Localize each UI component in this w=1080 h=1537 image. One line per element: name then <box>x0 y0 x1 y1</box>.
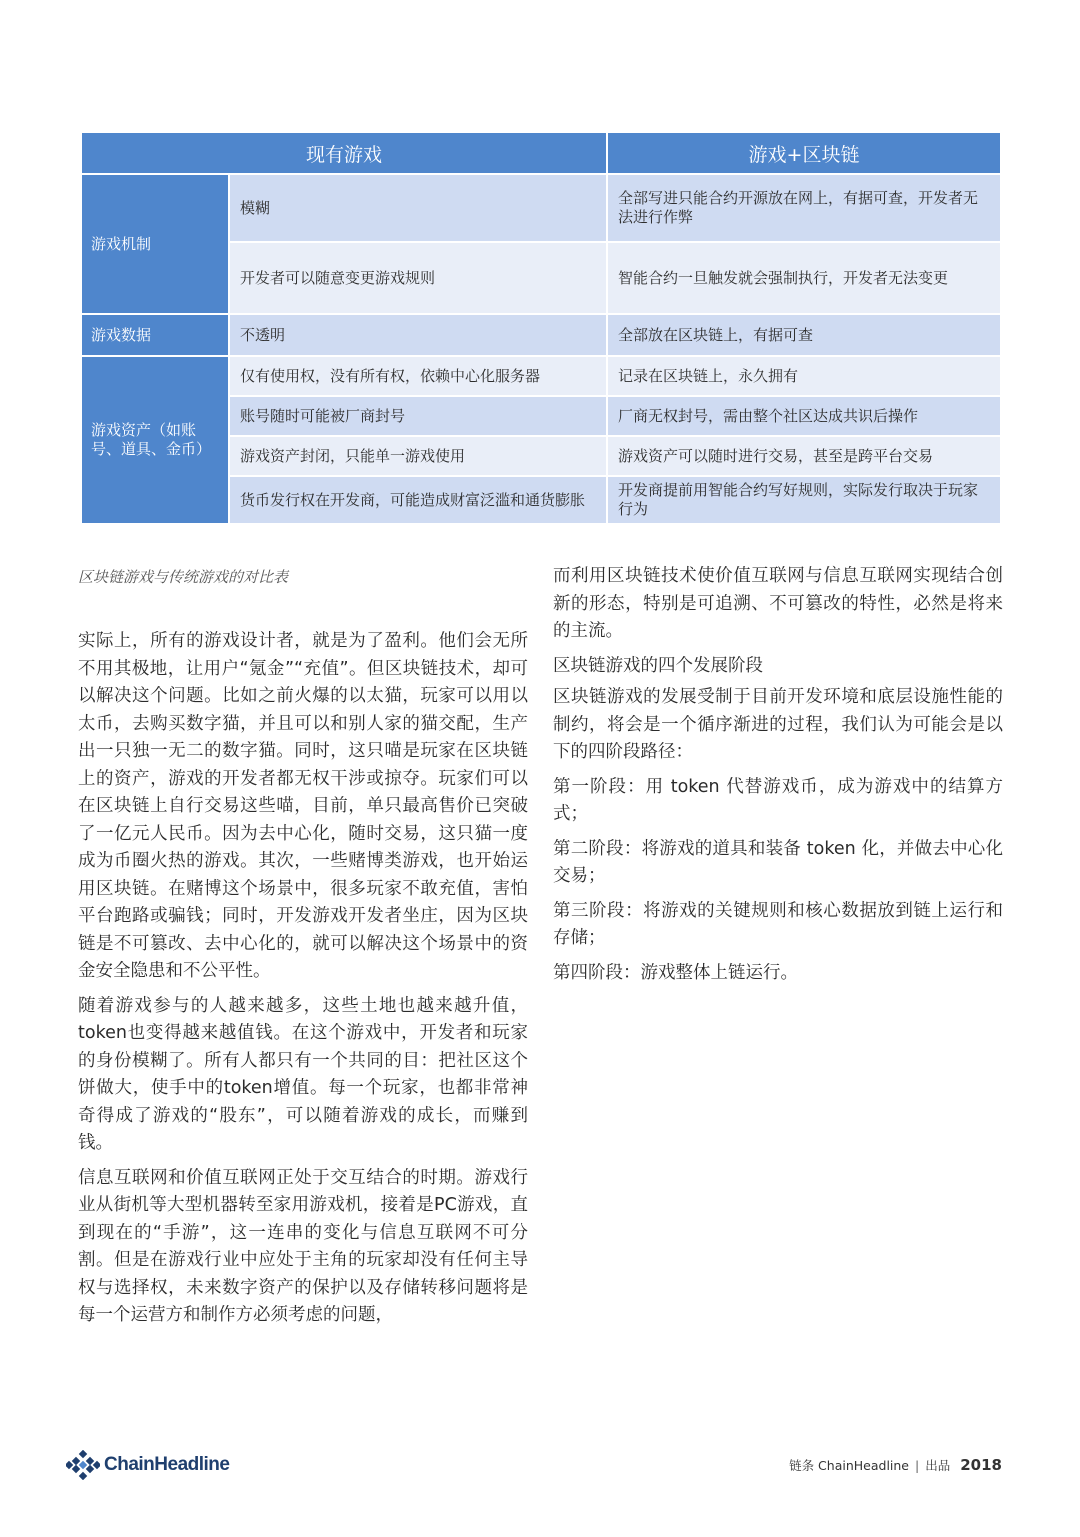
category-data: 游戏数据 <box>82 315 228 355</box>
table-caption: 区块链游戏与传统游戏的对比表 <box>78 568 289 586</box>
table-row <box>82 357 1000 395</box>
stage-item: 第二阶段：将游戏的道具和装备 token 化，并做去中心化交易； <box>553 838 1003 886</box>
footer-credit <box>789 1456 1002 1474</box>
stage-item: 第一阶段：用 token 代替游戏币，成为游戏中的结算方式； <box>553 776 1003 824</box>
stage-item: 第三阶段：将游戏的关键规则和核心数据放到链上运行和存储； <box>553 900 1003 948</box>
footer-separator: | <box>915 1457 920 1473</box>
diamond-logo-icon <box>66 1450 100 1480</box>
cell-current: 游戏资产封闭，只能单一游戏使用 <box>230 437 606 475</box>
cell-current: 开发者可以随意变更游戏规则 <box>230 243 606 313</box>
category-assets: 游戏资产（如账号、道具、金币） <box>82 357 228 523</box>
cell-blockchain: 厂商无权封号，需由整个社区达成共识后操作 <box>608 397 1000 435</box>
cell-current: 模糊 <box>230 175 606 241</box>
logo-text: ChainHeadline <box>104 1454 230 1475</box>
paragraph: 而利用区块链技术使价值互联网与信息互联网实现结合创新的形态，特别是可追溯、不可篡改的特性，必然是将来的主流。 <box>553 566 1003 641</box>
cell-blockchain: 游戏资产可以随时进行交易，甚至是跨平台交易 <box>608 437 1000 475</box>
cell-current: 货币发行权在开发商，可能造成财富泛滥和通货膨胀 <box>230 477 606 523</box>
paragraph: 信息互联网和价值互联网正处于交互结合的时期。游戏行业从街机等大型机器转至家用游戏机，接着是PC游戏，直到现在的“手游”，这一连串的变化与信息互联网不可分割。但是在游戏行业中应处于主角的玩家却没有任何主导权与选择权，未来数字资产的保护以及存储转移问题将是每一个运营方和制作方必须考虑的问题， <box>78 1167 528 1325</box>
table-row <box>82 315 1000 355</box>
cell-current: 不透明 <box>230 315 606 355</box>
paragraph: 实际上，所有的游戏设计者，就是为了盈利。他们会无所不用其极地，让用户“氪金”“充值”。但区块链技术，却可以解决这个问题。比如之前火爆的以太猫，玩家可以用以太币，去购买数字猫，并且可以和别人家的猫交配，生产出一只独一无二的数字猫。同时，这只喵是玩家在区块链上的资产，游戏的开发者都无权干涉或掠夺。玩家们可以在区块链上自行交易这些喵，目前，单只最高售价已突破了一亿元人民币。因为去中心化，随时交易，这只猫一度成为币圈火热的游戏。其次，一些赌博类游戏，也开始运用区块链。在赌博这个场景中，很多玩家不敢充值，害怕平台跑路或骗钱；同时，开发游戏开发者坐庄，因为区块链是不可篡改、去中心化的，就可以解决这个场景中的资金安全隐患和不公平性。 <box>78 631 528 981</box>
cell-current: 仅有使用权，没有所有权，依赖中心化服务器 <box>230 357 606 395</box>
section-heading: 区块链游戏的四个发展阶段 <box>553 655 763 676</box>
cell-current: 账号随时可能被厂商封号 <box>230 397 606 435</box>
stage-item: 第四阶段：游戏整体上链运行。 <box>553 962 798 983</box>
comparison-table <box>80 131 1002 525</box>
table-row <box>82 175 1000 241</box>
cell-blockchain: 开发商提前用智能合约写好规则，实际发行取决于玩家行为 <box>608 477 1000 523</box>
year: 2018 <box>960 1456 1002 1474</box>
right-column <box>553 563 1003 994</box>
left-column <box>78 628 528 1337</box>
publisher-name: 链条 ChainHeadline <box>789 1458 910 1473</box>
chainheadline-logo <box>66 1450 229 1480</box>
paragraph: 随着游戏参与的人越来越多，这些土地也越来越升值，token也变得越来越值钱。在这个游戏中，开发者和玩家的身份模糊了。所有人都只有一个共同的目：把社区这个饼做大，使手中的token增值。每一个玩家，也都非常神奇得成了游戏的“股东”，可以随着游戏的成长，而赚到钱。 <box>78 995 528 1153</box>
header-blockchain-games: 游戏+区块链 <box>608 133 1000 173</box>
header-current-games: 现有游戏 <box>82 133 606 173</box>
cell-blockchain: 全部放在区块链上，有据可查 <box>608 315 1000 355</box>
product-label: 出品 <box>925 1458 951 1473</box>
table-header-row <box>82 133 1000 173</box>
paragraph: 区块链游戏的发展受制于目前开发环境和底层设施性能的制约，将会是一个循序渐进的过程，我们认为可能会是以下的四阶段路径： <box>553 687 1003 762</box>
cell-blockchain: 全部写进只能合约开源放在网上，有据可查，开发者无法进行作弊 <box>608 175 1000 241</box>
cell-blockchain: 智能合约一旦触发就会强制执行，开发者无法变更 <box>608 243 1000 313</box>
cell-blockchain: 记录在区块链上，永久拥有 <box>608 357 1000 395</box>
category-mechanism: 游戏机制 <box>82 175 228 313</box>
